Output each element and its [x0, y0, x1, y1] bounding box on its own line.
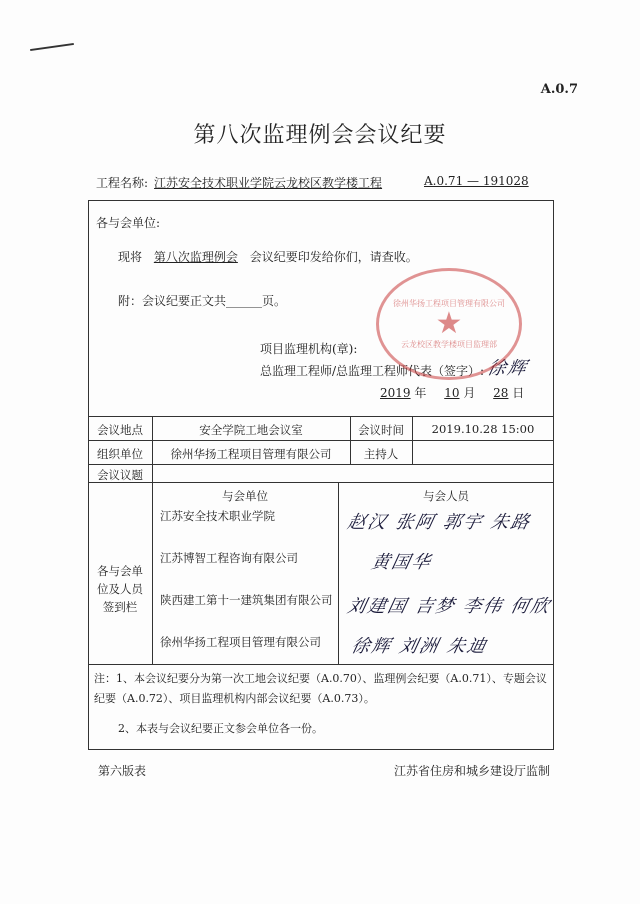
table-line: [88, 416, 554, 417]
seal-subtext: 云龙校区教学楼项目监理部: [401, 340, 497, 349]
attendee-signature: 徐辉 刘洲 朱迪: [349, 636, 490, 657]
time-value: 2019.10.28 15:00: [431, 422, 535, 436]
form-code: A.0.7: [540, 82, 578, 97]
attachment-line: 附：会议纪要正文共______页。: [118, 294, 287, 308]
note-line-2: 纪要（A.0.72）、项目监理机构内部会议纪要（A.0.73）。: [94, 692, 375, 705]
organizer-value: 徐州华扬工程项目管理有限公司: [170, 447, 332, 461]
pen-mark: [30, 43, 74, 51]
project-label: 工程名称:: [96, 176, 149, 190]
table-line: [88, 464, 554, 465]
people-header: 与会人员: [423, 489, 469, 503]
attendee-signature: 刘建国 吉梦 李伟 何欣: [345, 596, 554, 617]
unit-name: 徐州华扬工程项目管理有限公司: [160, 635, 321, 649]
note-line-1: 注：1、本会议纪要分为第一次工地会议纪要（A.0.70）、监理例会纪要（A.0.71）、专题会议: [94, 672, 547, 685]
meeting-name: 第八次监理例会: [153, 250, 238, 264]
recipient: 各与会单位:: [96, 216, 161, 230]
month: 10: [444, 386, 460, 400]
project-name: 江苏安全技术职业学院云龙校区教学楼工程: [154, 176, 383, 190]
company-seal: [376, 268, 522, 380]
unit-name: 江苏博智工程咨询有限公司: [160, 551, 298, 565]
year-unit: 年: [414, 386, 427, 400]
intro-suffix: 会议纪要印发给你们，请查收。: [249, 250, 418, 264]
table-line: [88, 664, 554, 665]
day: 28: [493, 386, 509, 400]
table-line: [88, 440, 554, 441]
day-unit: 日: [512, 386, 525, 400]
table-line: [88, 482, 554, 483]
edition-label: 第六版表: [98, 764, 147, 778]
table-line: [338, 482, 339, 664]
attendance-label: 各与会单位及人员签到栏: [97, 564, 143, 614]
seal-text: 徐州华扬工程项目管理有限公司: [393, 299, 505, 308]
month-unit: 月: [463, 386, 476, 400]
time-label: 会议时间: [358, 423, 404, 437]
engineer-label: 总监理工程师/总监理工程师代表（签字）:: [260, 364, 485, 378]
note-line-3: 2、本表与会议纪要正文参会单位各一份。: [118, 722, 323, 735]
org-label: 项目监理机构(章):: [260, 342, 358, 356]
units-header: 与会单位: [222, 489, 268, 503]
location-label: 会议地点: [97, 423, 143, 437]
project-line: [96, 174, 382, 191]
year: 2019: [380, 386, 411, 400]
page-title: 第八次监理例会会议纪要: [193, 123, 447, 148]
topic-label: 会议议题: [97, 468, 143, 482]
intro-line: [118, 248, 418, 265]
intro-prefix: 现将: [118, 250, 143, 264]
doc-reference: A.0.71 — 191028: [424, 174, 529, 188]
star-icon: ★: [435, 306, 463, 341]
unit-name: 江苏安全技术职业学院: [160, 509, 275, 523]
engineer-signature: 徐辉: [485, 358, 530, 379]
host-label: 主持人: [363, 447, 399, 461]
unit-name: 陕西建工第十一建筑集团有限公司: [160, 593, 333, 607]
date-line: [380, 384, 524, 401]
location-value: 安全学院工地会议室: [199, 423, 303, 437]
organizer-label: 组织单位: [97, 447, 143, 461]
attendee-signature: 黄国华: [369, 552, 434, 573]
issuer-label: 江苏省住房和城乡建设厅监制: [393, 764, 550, 778]
attendee-signature: 赵汉 张阿 郭宇 朱路: [345, 512, 534, 533]
